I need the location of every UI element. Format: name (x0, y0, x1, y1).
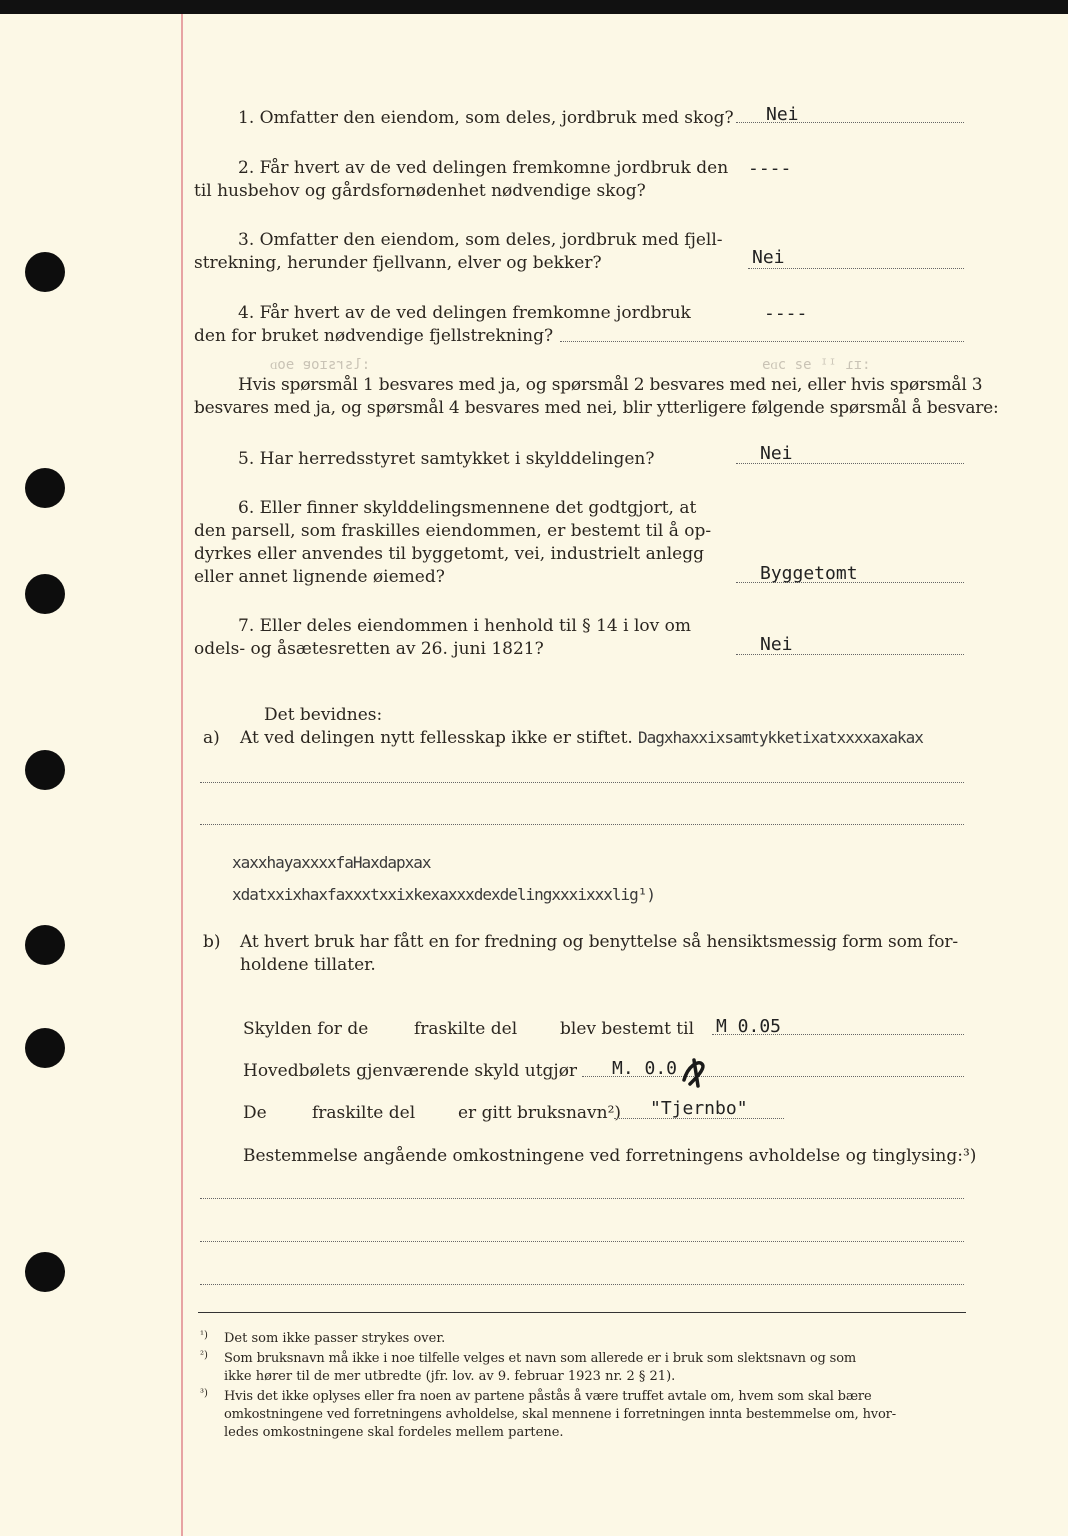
struck-out-text: xaxxhayaxxxxfaHaxdapxax (232, 853, 431, 872)
footnote-2-line1: Som bruksnavn må ikke i noe tilfelle velges et navn som allerede er i bruk som slektsnavn og som (224, 1351, 857, 1366)
question-6-line1: 6. Eller finner skylddelingsmennene det godtgjort, at (238, 498, 697, 518)
answer-q5: Nei (760, 443, 793, 464)
condition-line1: Hvis spørsmål 1 besvares med ja, og spørsmål 2 besvares med nei, eller hvis spørsmål 3 (238, 375, 983, 395)
item-a-text: At ved delingen nytt fellesskap ikke er stiftet. (240, 728, 633, 748)
question-6-line4: eller annet lignende øiemed? (194, 567, 445, 587)
skyld-remaining-value: M. 0.0 (612, 1058, 678, 1079)
punch-hole (25, 252, 65, 292)
skyld-line1-c: blev bestemt til (560, 1019, 695, 1039)
skyld-line3-b: fraskilte del (312, 1103, 416, 1123)
blank-line (200, 1198, 964, 1199)
skyld-line2: Hovedbølets gjenværende skyld utgjør (243, 1061, 578, 1081)
answer-q2: ---- (748, 158, 792, 179)
condition-line2: besvares med ja, og spørsmål 4 besvares med nei, blir ytterligere følgende spørsmål å besvare: (194, 398, 999, 418)
punch-hole (25, 1028, 65, 1068)
bleed-through: :ɪɿ ᴵᴵ ɘƨ ɔᴅɘ (762, 357, 871, 373)
skyld-line3-a: De (243, 1103, 267, 1123)
footnote-2-line2: ikke hører til de mer utbredte (jfr. lov. av 9. februar 1923 nr. 2 § 21). (224, 1369, 676, 1384)
bruksnavn-value: "Tjernbo" (650, 1098, 748, 1119)
item-a-label: a) (203, 728, 220, 748)
struck-out-text: xdatxxixhaxfaxxxtxxixkexaxxxdexdelingxxxixxxlig¹) (232, 885, 656, 904)
struck-out-text: Dagxhaxxixsamtykketixatxxxxaxakax (638, 728, 923, 747)
question-6-line3: dyrkes eller anvendes til byggetomt, vei, industrielt anlegg (194, 544, 704, 564)
punch-hole (25, 1252, 65, 1292)
item-b-line1: At hvert bruk har fått en for fredning og benyttelse så hensiktsmessig form som for- (240, 932, 959, 952)
answer-line (560, 341, 964, 342)
footnote-rule (198, 1312, 966, 1313)
question-4-line2: den for bruket nødvendige fjellstrekning? (194, 326, 554, 346)
punch-hole (25, 925, 65, 965)
bleed-through: :lsrsɪoɐ ɘoᴅ (270, 357, 371, 373)
answer-q6: Byggetomt (760, 563, 858, 584)
handwritten-correction (676, 1056, 712, 1088)
skyld-line3-c: er gitt bruksnavn²) (458, 1103, 622, 1123)
question-2-line2: til husbehov og gårdsfornødenhet nødvendige skog? (194, 181, 646, 201)
answer-line (748, 268, 964, 269)
question-3-line1: 3. Omfatter den eiendom, som deles, jordbruk med fjell- (238, 230, 723, 250)
question-4-line1: 4. Får hvert av de ved delingen fremkomne jordbruk (238, 303, 691, 323)
blank-line (200, 1241, 964, 1242)
question-1-text: 1. Omfatter den eiendom, som deles, jordbruk med skog? (238, 108, 734, 128)
question-7-line2: odels- og åsætesretten av 26. juni 1821? (194, 639, 544, 659)
footnote-2-mark: ²) (200, 1350, 208, 1361)
blank-line (200, 1284, 964, 1285)
blank-line (200, 824, 964, 825)
punch-hole (25, 468, 65, 508)
question-2-line1: 2. Får hvert av de ved delingen fremkomne jordbruk den (238, 158, 729, 178)
footnote-3-mark: ³) (200, 1388, 208, 1399)
footnote-1: Det som ikke passer strykes over. (224, 1331, 446, 1346)
footnote-3-line1: Hvis det ikke oplyses eller fra noen av partene påstås å være truffet avtale om, hvem som skal bære (224, 1389, 872, 1404)
omkostninger-label: Bestemmelse angående omkostningene ved forretningens avholdelse og tinglysing:³) (243, 1146, 977, 1166)
question-6-line2: den parsell, som fraskilles eiendommen, er bestemt til å op- (194, 521, 712, 541)
answer-q7: Nei (760, 634, 793, 655)
skyld-line1-a: Skylden for de (243, 1019, 369, 1039)
footnote-3-line2: omkostningene ved forretningens avholdelse, skal mennene i forretningen innta bestemmelse om, hvor- (224, 1407, 896, 1422)
punch-hole (25, 574, 65, 614)
item-b-line2: holdene tillater. (240, 955, 376, 975)
bevidnes-heading: Det bevidnes: (264, 705, 383, 725)
margin-line (181, 14, 183, 1536)
answer-q1: Nei (766, 104, 799, 125)
punch-hole (25, 750, 65, 790)
blank-line (200, 782, 964, 783)
answer-q4: ---- (764, 303, 808, 324)
item-b-label: b) (203, 932, 221, 952)
question-7-line1: 7. Eller deles eiendommen i henhold til § 14 i lov om (238, 616, 691, 636)
question-3-line2: strekning, herunder fjellvann, elver og bekker? (194, 253, 602, 273)
skyld-fraskilt-value: M 0.05 (716, 1016, 782, 1037)
footnote-3-line3: ledes omkostningene skal fordeles mellem partene. (224, 1425, 564, 1440)
skyld-line1-b: fraskilte del (414, 1019, 518, 1039)
answer-q3: Nei (752, 247, 785, 268)
question-5-text: 5. Har herredsstyret samtykket i skylddelingen? (238, 449, 655, 469)
scan-top-edge (0, 0, 1068, 14)
footnote-1-mark: ¹) (200, 1330, 208, 1341)
